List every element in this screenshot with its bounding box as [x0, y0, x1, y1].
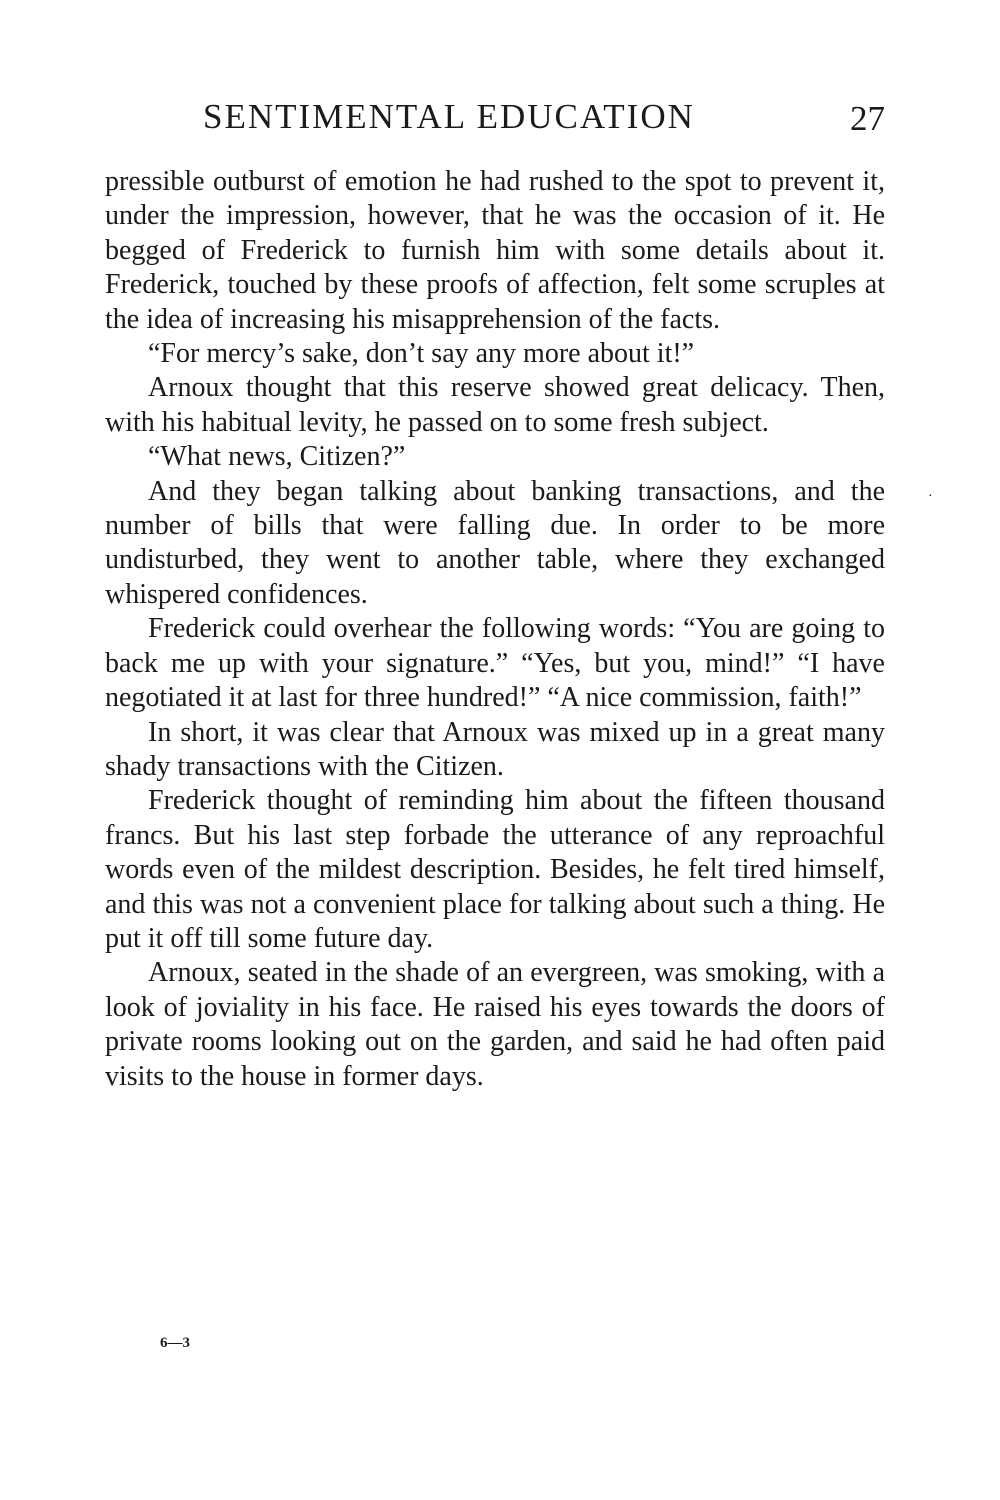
paragraph-banking: And they began talking about banking transactions, and the number of bills that were falling due. In order to be more undisturbed, they went to another table, where they exchanged whispered confidences.: [105, 475, 885, 610]
printer-signature: 6—3: [160, 1335, 190, 1351]
margin-mark: ·: [928, 489, 933, 504]
running-head: [105, 92, 885, 142]
body-text: [105, 165, 885, 1094]
paragraph-shady-transactions: In short, it was clear that Arnoux was mixed up in a great many shady transactions with the Citizen.: [105, 716, 885, 782]
paragraph-arnoux-reserve: Arnoux thought that this reserve showed great delicacy. Then, with his habitual levity, he passed on to some fresh subject.: [105, 372, 885, 438]
paragraph-continuation: pressible outburst of emotion he had rushed to the spot to prevent it, under the impression, however, that he was the occasion of it. He begged of Frederick to furnish him with some details about it. Frederick, touched by these proofs of affection, felt some scruples at the idea of increasing his misapprehension of the facts.: [105, 166, 885, 335]
page-number: 27: [850, 99, 885, 138]
paragraph-fifteen-thousand: Frederick thought of reminding him about the fifteen thousand francs. But his last step forbade the utterance of any reproachful words even of the mildest description. Besides, he felt tired himself, and this was not a convenient place for talking about such a thing. He put it off till some future day.: [105, 785, 885, 954]
running-title: SENTIMENTAL EDUCATION: [203, 97, 695, 136]
paragraph-evergreen: Arnoux, seated in the shade of an evergreen, was smoking, with a look of joviality in his face. He raised his eyes towards the doors of private rooms looking out on the garden, and said he had often paid visits to the house in former days.: [105, 957, 885, 1092]
paragraph-dialogue-mercy: “For mercy’s sake, don’t say any more about it!”: [148, 338, 695, 370]
paragraph-overheard-words: Frederick could overhear the following words: “You are going to back me up with your signature.” “Yes, but you, mind!” “I have negotiated it at last for three hundred!” “A nice commission, faith!”: [105, 613, 885, 714]
paragraph-dialogue-news: “What news, Citizen?”: [148, 441, 406, 473]
